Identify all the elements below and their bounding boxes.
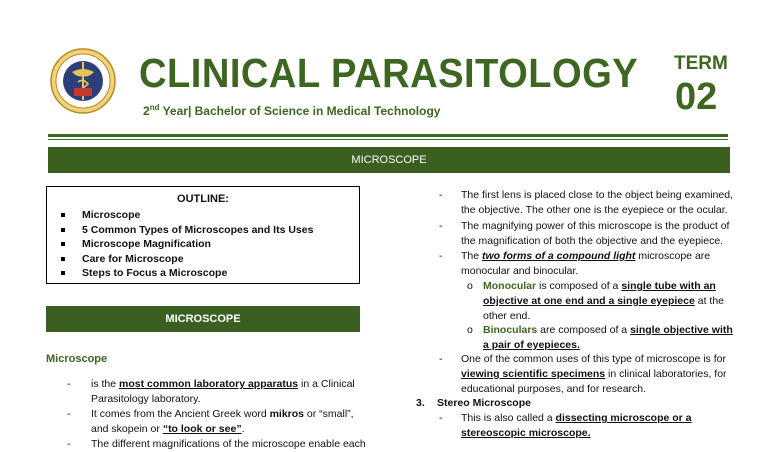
circle-bullet: o — [467, 280, 473, 292]
topic-banner: MICROSCOPE — [48, 147, 730, 173]
paragraph-cutoff: The different magnifications of the microscope enable each — [91, 438, 366, 450]
paragraph: This is also called a dissecting microscope or a stereoscopic microscope. — [461, 412, 692, 439]
subsection-heading: Stereo Microscope — [437, 397, 531, 409]
paragraph: It comes from the Ancient Greek word mikros or “small”, and skopein or “to look or see”. — [91, 408, 354, 435]
document-title: CLINICAL PARASITOLOGY — [139, 50, 639, 96]
circle-bullet: o — [467, 324, 473, 336]
paragraph: is the most common laboratory apparatus in a Clinical Parasitology laboratory. — [91, 378, 355, 405]
list-number: 3. — [416, 397, 425, 409]
outline-item: Care for Microscope — [47, 252, 359, 267]
dash-bullet: - — [439, 189, 443, 201]
program-subtitle: 2nd Year| Bachelor of Science in Medical Technology — [143, 103, 441, 118]
dash-bullet: - — [439, 220, 443, 232]
dash-bullet: - — [67, 408, 71, 420]
paragraph: The magnifying power of this microscope is the product of the magnification of both the objective and the eyepiece. — [461, 220, 730, 247]
outline-item: Microscope Magnification — [47, 237, 359, 252]
outline-title: OUTLINE: — [177, 193, 229, 205]
paragraph: One of the common uses of this type of microscope is for viewing scientific specimens in clinical laboratories, for educational purposes, and for research. — [461, 353, 727, 395]
dash-bullet: - — [67, 438, 71, 450]
term-number: 02 — [675, 76, 718, 118]
outline-item: Steps to Focus a Microscope — [47, 266, 359, 281]
section-heading: Microscope — [46, 353, 108, 365]
dash-bullet: - — [67, 378, 71, 390]
paragraph: Binoculars are composed of a single objective with a pair of eyepieces. — [483, 324, 733, 351]
outline-item: Microscope — [47, 208, 359, 223]
outline-item: 5 Common Types of Microscopes and Its Uses — [47, 223, 359, 238]
paragraph: The two forms of a compound light microscope are monocular and binocular. — [461, 250, 711, 277]
paragraph: The first lens is placed close to the object being examined, the objective. The other one is the eyepiece or the ocular. — [461, 189, 733, 216]
paragraph: Monocular is composed of a single tube with an objective at one end and a single eyepiece at the other end. — [483, 280, 725, 322]
dash-bullet: - — [439, 412, 443, 424]
term-label: TERM — [674, 53, 728, 74]
section-banner: MICROSCOPE — [46, 306, 360, 332]
dash-bullet: - — [439, 353, 443, 365]
dash-bullet: - — [439, 250, 443, 262]
